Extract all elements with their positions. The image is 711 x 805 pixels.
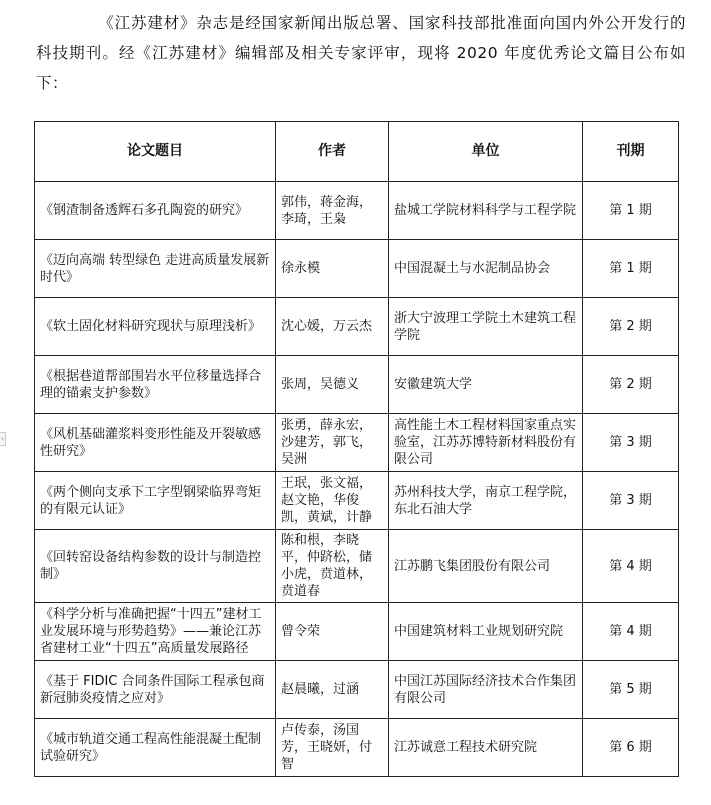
cell-period: 第 2 期 [583,356,679,414]
cell-authors: 曾令荣 [276,603,389,661]
cell-unit: 江苏鹏飞集团股份有限公司 [389,530,583,603]
cell-period: 第 3 期 [583,472,679,530]
cell-authors: 卢传泰，汤国芳，王晓妍，付智 [276,719,389,777]
table-row [35,719,679,777]
cell-period: 第 4 期 [583,603,679,661]
cell-period: 第 1 期 [583,240,679,298]
cell-title: 《科学分析与准确把握“十四五”建材工业发展环境与形势趋势》——兼论江苏省建材工业“十四五”高质量发展路径 [35,603,276,661]
cell-unit: 中国混凝土与水泥制品协会 [389,240,583,298]
cell-title: 《钢渣制备透辉石多孔陶瓷的研究》 [35,182,276,240]
collapse-handle[interactable]: ‹ [0,432,6,446]
cell-authors: 王珉，张文福，赵文艳，华俊凯，黄斌，计静 [276,472,389,530]
cell-period: 第 6 期 [583,719,679,777]
table-row [35,182,679,240]
cell-title: 《根据巷道帮部围岩水平位移量选择合理的锚索支护参数》 [35,356,276,414]
intro-paragraph [36,8,686,98]
cell-title: 《迈向高端 转型绿色 走进高质量发展新时代》 [35,240,276,298]
cell-title: 《风机基础灌浆料变形性能及开裂敏感性研究》 [35,414,276,472]
cell-period: 第 2 期 [583,298,679,356]
cell-title: 《两个侧向支承下工字型钢梁临界弯矩的有限元认证》 [35,472,276,530]
cell-unit: 苏州科技大学，南京工程学院，东北石油大学 [389,472,583,530]
cell-authors: 张周，吴德义 [276,356,389,414]
cell-authors: 赵晨曦，过涵 [276,661,389,719]
header-authors: 作者 [276,122,389,182]
table-row [35,530,679,603]
cell-title: 《基于 FIDIC 合同条件国际工程承包商新冠肺炎疫情之应对》 [35,661,276,719]
cell-authors: 郭伟，蒋金海，李琦，王枭 [276,182,389,240]
table-row [35,603,679,661]
cell-period: 第 4 期 [583,530,679,603]
header-unit: 单位 [389,122,583,182]
table-row [35,661,679,719]
cell-unit: 浙大宁波理工学院土木建筑工程学院 [389,298,583,356]
table-row [35,240,679,298]
table-header-row [35,122,679,182]
cell-period: 第 1 期 [583,182,679,240]
cell-title: 《回转窑设备结构参数的设计与制造控制》 [35,530,276,603]
table-row [35,472,679,530]
header-title: 论文题目 [35,122,276,182]
cell-period: 第 5 期 [583,661,679,719]
cell-title: 《城市轨道交通工程高性能混凝土配制试验研究》 [35,719,276,777]
cell-authors: 沈心媛，万云杰 [276,298,389,356]
cell-unit: 中国江苏国际经济技术合作集团有限公司 [389,661,583,719]
table-row [35,356,679,414]
header-period: 刊期 [583,122,679,182]
cell-unit: 盐城工学院材料科学与工程学院 [389,182,583,240]
intro-text: 《江苏建材》杂志是经国家新闻出版总署、国家科技部批准面向国内外公开发行的科技期刊。经《江苏建材》编辑部及相关专家评审，现将 2020 年度优秀论文篇目公布如下： [36,14,686,92]
papers-table [34,121,679,777]
cell-title: 《软土固化材料研究现状与原理浅析》 [35,298,276,356]
cell-unit: 中国建筑材料工业规划研究院 [389,603,583,661]
cell-unit: 安徽建筑大学 [389,356,583,414]
cell-period: 第 3 期 [583,414,679,472]
cell-unit: 江苏诚意工程技术研究院 [389,719,583,777]
table-row [35,298,679,356]
cell-authors: 陈和根，李晓平，仲跻松，储小虎，贲道林，贲道春 [276,530,389,603]
table-row [35,414,679,472]
cell-authors: 张勇，薛永宏，沙建芳，郭飞，吴洲 [276,414,389,472]
cell-authors: 徐永模 [276,240,389,298]
cell-unit: 高性能土木工程材料国家重点实验室，江苏苏博特新材料股份有限公司 [389,414,583,472]
